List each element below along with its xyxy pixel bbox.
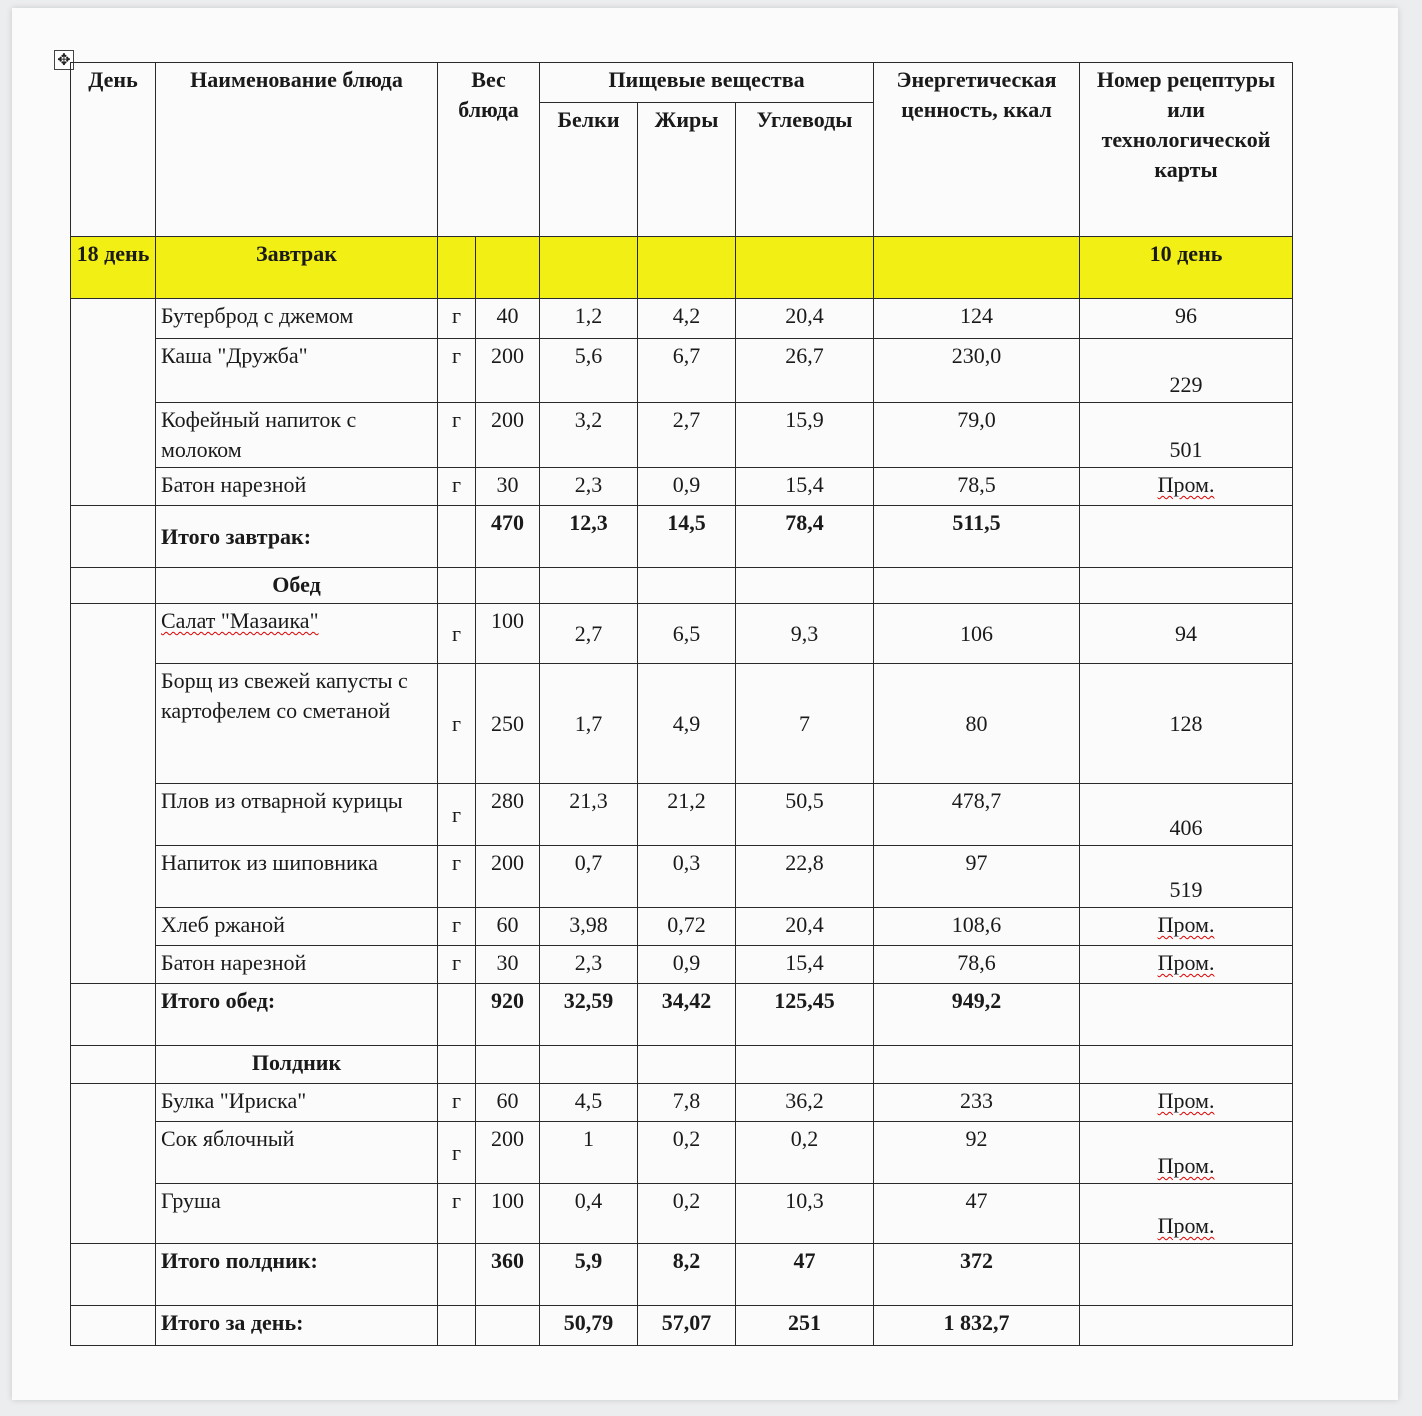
energy: 47: [874, 1184, 1080, 1244]
recipe-text: Пром.: [1157, 472, 1215, 497]
energy: 124: [874, 299, 1080, 339]
weight: 100: [476, 604, 540, 664]
recipe: 406: [1080, 784, 1293, 846]
weight: 30: [476, 946, 540, 984]
total-fat: 34,42: [638, 984, 736, 1046]
total-protein: 32,59: [540, 984, 638, 1046]
header-recipe: Номер рецептуры или технологической карты: [1080, 63, 1293, 237]
recipe: [1080, 908, 1293, 946]
fat: 4,2: [638, 299, 736, 339]
recipe-text: Пром.: [1157, 912, 1215, 937]
total-protein: 12,3: [540, 506, 638, 568]
day-total-carbs: 251: [736, 1306, 874, 1346]
day-total-energy: 1 832,7: [874, 1306, 1080, 1346]
energy: 478,7: [874, 784, 1080, 846]
energy: 230,0: [874, 339, 1080, 403]
energy: 106: [874, 604, 1080, 664]
table-row: [71, 908, 1293, 946]
fat: 4,9: [638, 664, 736, 784]
energy: 78,5: [874, 468, 1080, 506]
dish-name: Кофейный напиток с молоком: [156, 403, 438, 468]
table-row: [71, 664, 1293, 784]
weight: 250: [476, 664, 540, 784]
day-row: [71, 237, 1293, 299]
recipe-text: Пром.: [1157, 1088, 1215, 1113]
recipe-text: Пром.: [1157, 1213, 1215, 1238]
unit: г: [438, 1184, 476, 1244]
total-carbs: 78,4: [736, 506, 874, 568]
header-protein: Белки: [540, 103, 638, 237]
dish-name: Борщ из свежей капусты с картофелем со сметаной: [156, 664, 438, 784]
header-energy: Энергетическая ценность, ккал: [874, 63, 1080, 237]
day-total-protein: 50,79: [540, 1306, 638, 1346]
total-label: Итого обед:: [156, 984, 438, 1046]
protein: 1: [540, 1122, 638, 1184]
protein: 0,4: [540, 1184, 638, 1244]
protein: 5,6: [540, 339, 638, 403]
total-row-snack: [71, 1244, 1293, 1306]
energy: 80: [874, 664, 1080, 784]
weight: 60: [476, 908, 540, 946]
total-weight: 470: [476, 506, 540, 568]
dish-name: Каша "Дружба": [156, 339, 438, 403]
dish-name: Хлеб ржаной: [156, 908, 438, 946]
dish-name: Напиток из шиповника: [156, 846, 438, 908]
unit: г: [438, 604, 476, 664]
energy: 233: [874, 1084, 1080, 1122]
dish-name: Бутерброд с джемом: [156, 299, 438, 339]
fat: 0,9: [638, 946, 736, 984]
total-energy: 949,2: [874, 984, 1080, 1046]
carbs: 15,4: [736, 468, 874, 506]
fat: 0,72: [638, 908, 736, 946]
carbs: 20,4: [736, 299, 874, 339]
day-label: 18 день: [71, 237, 156, 299]
recipe-text: Пром.: [1157, 1153, 1215, 1178]
protein: 2,7: [540, 604, 638, 664]
total-protein: 5,9: [540, 1244, 638, 1306]
table-row: [71, 946, 1293, 984]
protein: 2,3: [540, 468, 638, 506]
dish-name: Сок яблочный: [156, 1122, 438, 1184]
carbs: 15,4: [736, 946, 874, 984]
recipe: 229: [1080, 339, 1293, 403]
total-energy: 511,5: [874, 506, 1080, 568]
dish-name-text: Салат "Мазаика": [161, 608, 319, 633]
carbs: 36,2: [736, 1084, 874, 1122]
table-row: [71, 604, 1293, 664]
carbs: 10,3: [736, 1184, 874, 1244]
fat: 0,3: [638, 846, 736, 908]
unit: г: [438, 846, 476, 908]
recipe: 501: [1080, 403, 1293, 468]
recipe: [1080, 468, 1293, 506]
header-dish-name: Наименование блюда: [156, 63, 438, 237]
total-row-lunch: [71, 984, 1293, 1046]
dish-name: Булка "Ириска": [156, 1084, 438, 1122]
energy: 97: [874, 846, 1080, 908]
energy: 78,6: [874, 946, 1080, 984]
dish-name: [156, 604, 438, 664]
table-row: [71, 1122, 1293, 1184]
carbs: 7: [736, 664, 874, 784]
table-row: [71, 468, 1293, 506]
weight: 40: [476, 299, 540, 339]
meal-title-lunch: Обед: [156, 568, 438, 604]
carbs: 0,2: [736, 1122, 874, 1184]
carbs: 9,3: [736, 604, 874, 664]
recipe-text: Пром.: [1157, 950, 1215, 975]
fat: 2,7: [638, 403, 736, 468]
dish-name: Батон нарезной: [156, 946, 438, 984]
table-row: [71, 299, 1293, 339]
total-label: Итого полдник:: [156, 1244, 438, 1306]
fat: 6,5: [638, 604, 736, 664]
recipe: 94: [1080, 604, 1293, 664]
carbs: 20,4: [736, 908, 874, 946]
unit: г: [438, 299, 476, 339]
total-label: Итого завтрак:: [156, 506, 438, 568]
weight: 200: [476, 846, 540, 908]
protein: 4,5: [540, 1084, 638, 1122]
weight: 200: [476, 403, 540, 468]
unit: г: [438, 1084, 476, 1122]
total-weight: 360: [476, 1244, 540, 1306]
recipe: 519: [1080, 846, 1293, 908]
dish-name: Плов из отварной курицы: [156, 784, 438, 846]
protein: 3,2: [540, 403, 638, 468]
weight: 280: [476, 784, 540, 846]
total-weight: 920: [476, 984, 540, 1046]
table-row: [71, 846, 1293, 908]
day-total-label: Итого за день:: [156, 1306, 438, 1346]
unit: г: [438, 946, 476, 984]
protein: 1,7: [540, 664, 638, 784]
weight: 30: [476, 468, 540, 506]
menu-table: [70, 62, 1293, 1346]
protein: 3,98: [540, 908, 638, 946]
energy: 79,0: [874, 403, 1080, 468]
table-row: [71, 1184, 1293, 1244]
fat: 7,8: [638, 1084, 736, 1122]
carbs: 22,8: [736, 846, 874, 908]
header-weight: Вес блюда: [438, 63, 540, 237]
recipe: 96: [1080, 299, 1293, 339]
header-nutrients: Пищевые вещества: [540, 63, 874, 103]
total-carbs: 125,45: [736, 984, 874, 1046]
carbs: 26,7: [736, 339, 874, 403]
unit: г: [438, 403, 476, 468]
total-carbs: 47: [736, 1244, 874, 1306]
recipe: [1080, 946, 1293, 984]
table-row: [71, 339, 1293, 403]
fat: 6,7: [638, 339, 736, 403]
header-carbs: Углеводы: [736, 103, 874, 237]
unit: г: [438, 784, 476, 846]
day-total-fat: 57,07: [638, 1306, 736, 1346]
recipe: [1080, 1122, 1293, 1184]
carbs: 50,5: [736, 784, 874, 846]
energy: 108,6: [874, 908, 1080, 946]
header-fat: Жиры: [638, 103, 736, 237]
total-fat: 8,2: [638, 1244, 736, 1306]
total-energy: 372: [874, 1244, 1080, 1306]
protein: 21,3: [540, 784, 638, 846]
fat: 0,2: [638, 1184, 736, 1244]
unit: г: [438, 1122, 476, 1184]
unit: г: [438, 908, 476, 946]
weight: 60: [476, 1084, 540, 1122]
section-row-snack: [71, 1046, 1293, 1084]
unit: г: [438, 468, 476, 506]
total-row-breakfast: [71, 506, 1293, 568]
weight: 200: [476, 339, 540, 403]
recipe-day-label: 10 день: [1080, 237, 1293, 299]
total-fat: 14,5: [638, 506, 736, 568]
weight: 100: [476, 1184, 540, 1244]
protein: 0,7: [540, 846, 638, 908]
recipe: [1080, 1084, 1293, 1122]
header-day: День: [71, 63, 156, 237]
total-row-day: [71, 1306, 1293, 1346]
protein: 2,3: [540, 946, 638, 984]
protein: 1,2: [540, 299, 638, 339]
unit: г: [438, 339, 476, 403]
fat: 21,2: [638, 784, 736, 846]
table-row: [71, 403, 1293, 468]
meal-title-breakfast: Завтрак: [156, 237, 438, 299]
recipe: [1080, 1184, 1293, 1244]
recipe: 128: [1080, 664, 1293, 784]
table-move-handle-icon[interactable]: ✥: [54, 50, 74, 70]
meal-title-snack: Полдник: [156, 1046, 438, 1084]
dish-name: Батон нарезной: [156, 468, 438, 506]
carbs: 15,9: [736, 403, 874, 468]
section-row-lunch: [71, 568, 1293, 604]
weight: 200: [476, 1122, 540, 1184]
energy: 92: [874, 1122, 1080, 1184]
fat: 0,9: [638, 468, 736, 506]
dish-name: Груша: [156, 1184, 438, 1244]
fat: 0,2: [638, 1122, 736, 1184]
table-row: [71, 784, 1293, 846]
table-row: [71, 1084, 1293, 1122]
unit: г: [438, 664, 476, 784]
